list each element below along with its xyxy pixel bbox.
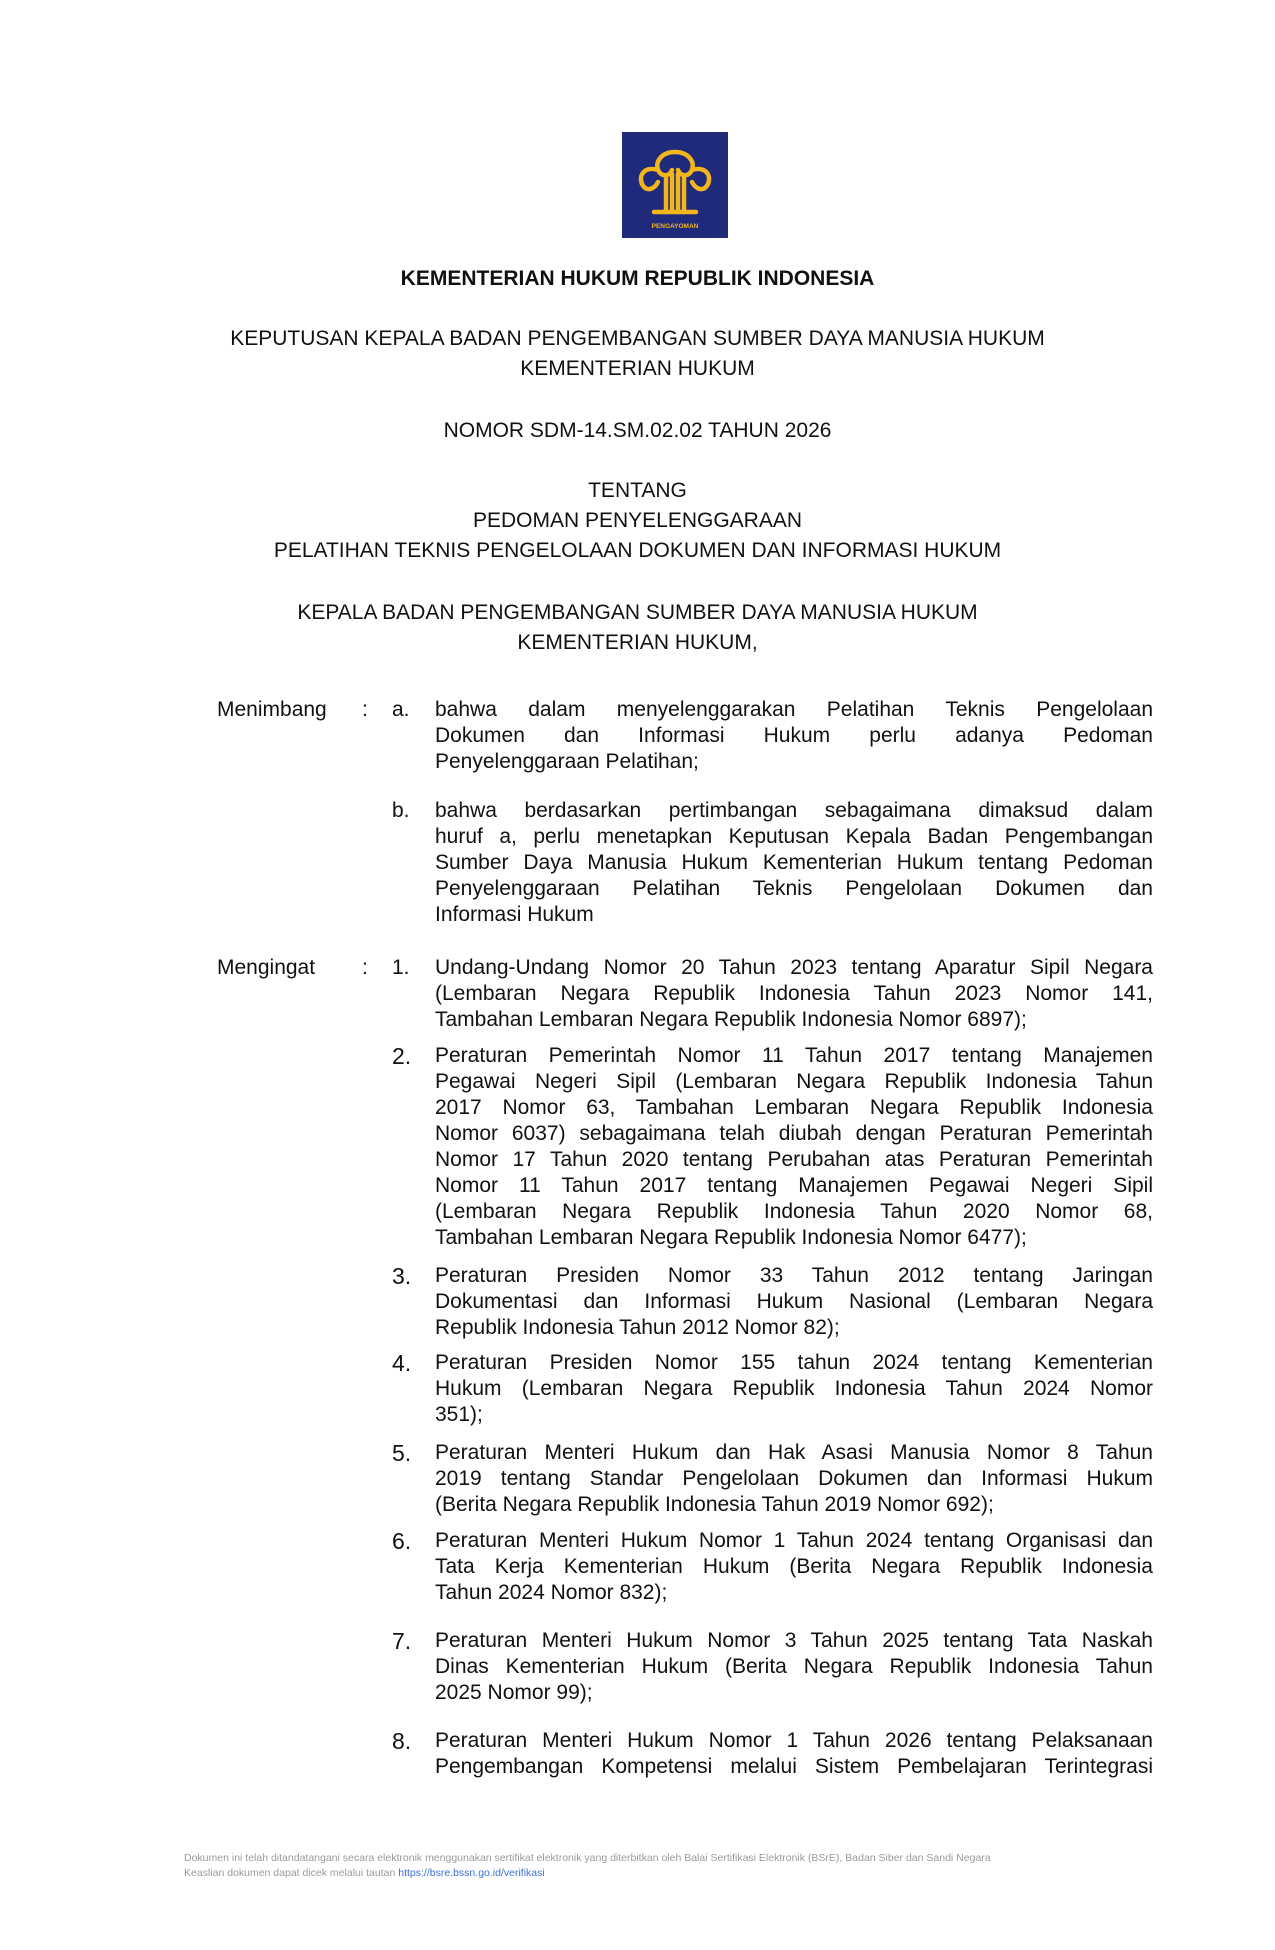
mengingat-marker-8: 8. (392, 1728, 412, 1754)
mengingat-marker-7: 7. (392, 1628, 412, 1654)
mengingat-item-5 (435, 1440, 1153, 1518)
text-line: (Lembaran Negara Republik Indonesia Tahun 2020 Nomor 68, (435, 1200, 1153, 1223)
mengingat-marker-3: 3. (392, 1263, 412, 1289)
text-line: bahwa berdasarkan pertimbangan sebagaimana dimaksud dalam (435, 799, 1153, 822)
menimbang-marker-a: a. (392, 698, 410, 721)
footer-line2-prefix: Keaslian dokumen dapat dicek melalui tautan (184, 1867, 399, 1879)
ministry-title: KEMENTERIAN HUKUM REPUBLIK INDONESIA (400, 267, 875, 290)
mengingat-label: Mengingat (217, 956, 316, 979)
keputusan-title-line2: KEMENTERIAN HUKUM (520, 357, 755, 380)
text-line: 351); (435, 1403, 483, 1426)
mengingat-item-7 (435, 1628, 1153, 1706)
text-line: Undang-Undang Nomor 20 Tahun 2023 tentang Aparatur Sipil Negara (435, 956, 1153, 979)
menimbang-item-a (435, 697, 1153, 775)
text-line: Sumber Daya Manusia Hukum Kementerian Hukum tentang Pedoman (435, 851, 1153, 874)
mengingat-marker-1: 1. (392, 956, 410, 979)
text-line: Dokumentasi dan Informasi Hukum Nasional (Lembaran Negara (435, 1290, 1153, 1313)
text-line: huruf a, perlu menetapkan Keputusan Kepala Badan Pengembangan (435, 825, 1153, 848)
signatory-title-line1: KEPALA BADAN PENGEMBANGAN SUMBER DAYA MANUSIA HUKUM (297, 601, 978, 624)
text-line: Tambahan Lembaran Negara Republik Indonesia Nomor 6897); (435, 1008, 1027, 1031)
menimbang-marker-b: b. (392, 799, 410, 822)
text-line: Tambahan Lembaran Negara Republik Indonesia Nomor 6477); (435, 1226, 1027, 1249)
text-line: Peraturan Menteri Hukum Nomor 3 Tahun 2025 tentang Tata Naskah (435, 1629, 1153, 1652)
text-line: Peraturan Presiden Nomor 155 tahun 2024 tentang Kementerian (435, 1351, 1153, 1374)
mengingat-item-3 (435, 1263, 1153, 1341)
text-line: Hukum (Lembaran Negara Republik Indonesia Tahun 2024 Nomor (435, 1377, 1153, 1400)
text-line: Peraturan Presiden Nomor 33 Tahun 2012 tentang Jaringan (435, 1264, 1153, 1287)
text-line: Pegawai Negeri Sipil (Lembaran Negara Republik Indonesia Tahun (435, 1070, 1153, 1093)
document-number: NOMOR SDM-14.SM.02.02 TAHUN 2026 (443, 419, 832, 442)
menimbang-item-b (435, 798, 1153, 928)
keputusan-title-line1: KEPUTUSAN KEPALA BADAN PENGEMBANGAN SUMBER DAYA MANUSIA HUKUM (230, 327, 1045, 350)
text-line: Penyelenggaraan Pelatihan; (435, 750, 699, 773)
tentang-heading: TENTANG (588, 479, 687, 502)
text-line: 2019 tentang Standar Pengelolaan Dokumen dan Informasi Hukum (435, 1467, 1153, 1490)
text-line: Penyelenggaraan Pelatihan Teknis Pengelolaan Dokumen dan (435, 877, 1153, 900)
mengingat-item-6 (435, 1528, 1153, 1606)
text-line: 2017 Nomor 63, Tambahan Lembaran Negara Republik Indonesia (435, 1096, 1153, 1119)
pengayoman-emblem-icon (622, 132, 728, 238)
subject-line1: PEDOMAN PENYELENGGARAAN (472, 509, 803, 532)
text-line: (Berita Negara Republik Indonesia Tahun 2019 Nomor 692); (435, 1493, 994, 1516)
text-line: Peraturan Menteri Hukum Nomor 1 Tahun 2026 tentang Pelaksanaan (435, 1729, 1153, 1752)
text-line: Tata Kerja Kementerian Hukum (Berita Negara Republik Indonesia (435, 1555, 1153, 1578)
text-line: Dokumen dan Informasi Hukum perlu adanya Pedoman (435, 724, 1153, 747)
subject-line2: PELATIHAN TEKNIS PENGELOLAAN DOKUMEN DAN INFORMASI HUKUM (273, 539, 1002, 562)
footer-line2 (184, 1866, 991, 1881)
footer-line1: Dokumen ini telah ditandatangani secara elektronik menggunakan sertifikat elektronik yang diterbitkan oleh Balai Sertifikasi Elektronik (BSrE), Badan Siber dan Sandi Negara (184, 1852, 991, 1864)
text-line: Republik Indonesia Tahun 2012 Nomor 82); (435, 1316, 840, 1339)
mengingat-item-2 (435, 1043, 1153, 1251)
menimbang-label: Menimbang (217, 698, 327, 721)
logo-caption: PENGAYOMAN (651, 223, 699, 230)
text-line: Peraturan Menteri Hukum dan Hak Asasi Manusia Nomor 8 Tahun (435, 1441, 1153, 1464)
text-line: 2025 Nomor 99); (435, 1681, 593, 1704)
mengingat-marker-4: 4. (392, 1350, 412, 1376)
menimbang-colon: : (362, 698, 368, 721)
mengingat-marker-5: 5. (392, 1440, 412, 1466)
text-line: Informasi Hukum (435, 903, 594, 926)
mengingat-item-8 (435, 1728, 1153, 1780)
signatory-title-line2: KEMENTERIAN HUKUM, (517, 631, 758, 654)
mengingat-marker-6: 6. (392, 1528, 412, 1554)
verification-link[interactable]: https://bsre.bssn.go.id/verifikasi (398, 1867, 545, 1879)
text-line: Tahun 2024 Nomor 832); (435, 1581, 668, 1604)
text-line: Nomor 11 Tahun 2017 tentang Manajemen Pegawai Negeri Sipil (435, 1174, 1153, 1197)
e-signature-footer (184, 1851, 991, 1881)
mengingat-item-4 (435, 1350, 1153, 1428)
mengingat-item-1 (435, 955, 1153, 1033)
text-line: Peraturan Menteri Hukum Nomor 1 Tahun 2024 tentang Organisasi dan (435, 1529, 1153, 1552)
text-line: bahwa dalam menyelenggarakan Pelatihan Teknis Pengelolaan (435, 698, 1153, 721)
mengingat-colon: : (362, 956, 368, 979)
text-line: Nomor 6037) sebagaimana telah diubah dengan Peraturan Pemerintah (435, 1122, 1153, 1145)
text-line: (Lembaran Negara Republik Indonesia Tahun 2023 Nomor 141, (435, 982, 1153, 1005)
text-line: Dinas Kementerian Hukum (Berita Negara Republik Indonesia Tahun (435, 1655, 1153, 1678)
ministry-logo (622, 132, 728, 238)
text-line: Pengembangan Kompetensi melalui Sistem Pembelajaran Terintegrasi (435, 1755, 1153, 1778)
mengingat-marker-2: 2. (392, 1043, 412, 1069)
text-line: Peraturan Pemerintah Nomor 11 Tahun 2017 tentang Manajemen (435, 1044, 1153, 1067)
text-line: Nomor 17 Tahun 2020 tentang Perubahan atas Peraturan Pemerintah (435, 1148, 1153, 1171)
